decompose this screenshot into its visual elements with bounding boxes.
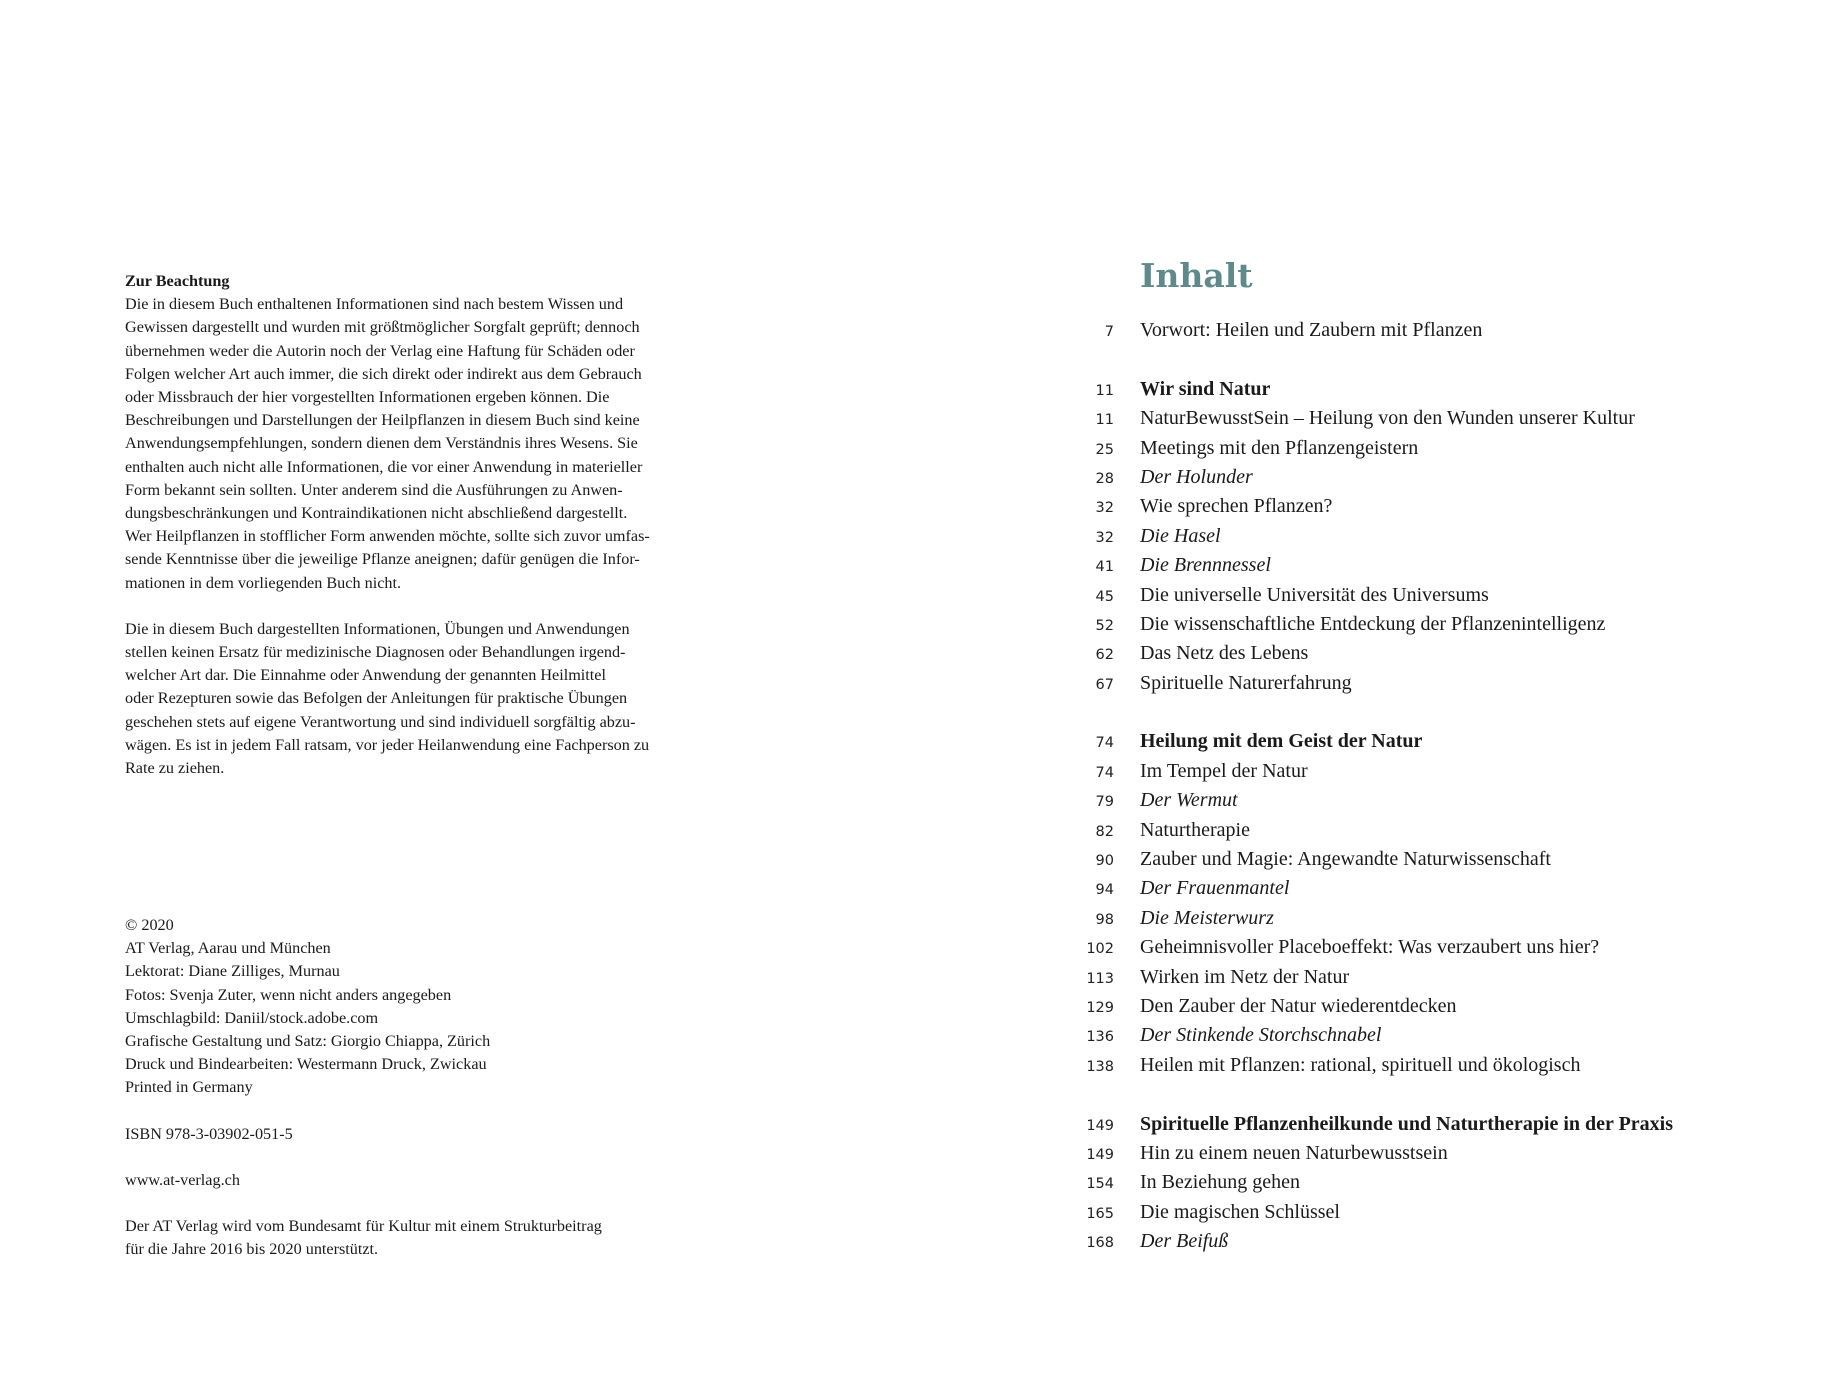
toc-page-number: 79 — [1095, 794, 1114, 811]
text-line: oder Rezepturen sowie das Befolgen der Anleitungen für praktische Übungen — [125, 689, 628, 708]
toc-entry — [1082, 463, 1802, 492]
text-line: Form bekannt sein sollten. Unter anderem sind die Ausführungen zu Anwen- — [125, 480, 623, 499]
text-line: Rate zu ziehen. — [125, 759, 225, 778]
toc-page-number: 32 — [1095, 529, 1114, 546]
toc-page-number: 62 — [1095, 647, 1114, 664]
toc-entry — [1082, 492, 1802, 521]
toc-entry-label: Heilen mit Pflanzen: rational, spirituell und ökologisch — [1140, 1053, 1581, 1076]
toc-plant-portrait: Der Stinkende Storchschnabel — [1140, 1024, 1382, 1047]
toc-plant-portrait: Die Brennnessel — [1140, 554, 1271, 577]
toc-entry — [1082, 904, 1802, 933]
toc-chapter-heading: Heilung mit dem Geist der Natur — [1140, 730, 1423, 753]
text-line: geschehen stets auf eigene Verantwortung und sind individuell sorgfältig abzu- — [125, 712, 636, 731]
toc-page-number: 149 — [1086, 1117, 1114, 1134]
text-line: wägen. Es ist in jedem Fall ratsam, vor jeder Heilanwendung eine Fachperson zu — [125, 735, 650, 754]
toc-entry — [1082, 610, 1802, 639]
toc-entry-label: Das Netz des Lebens — [1140, 642, 1309, 665]
toc-page-number: 52 — [1095, 617, 1114, 634]
toc-chapter-heading: Spirituelle Pflanzenheilkunde und Naturtherapie in der Praxis — [1140, 1112, 1673, 1135]
toc-entry-label: Hin zu einem neuen Naturbewusstsein — [1140, 1141, 1448, 1164]
toc-title: Inhalt — [1140, 256, 1253, 295]
toc-page-number: 129 — [1086, 999, 1114, 1016]
toc-entry — [1082, 1110, 1802, 1139]
text-line: übernehmen weder die Autorin noch der Verlag eine Haftung für Schäden oder — [125, 341, 635, 360]
toc-entry-label: Im Tempel der Natur — [1140, 759, 1308, 782]
text-line: Printed in Germany — [125, 1078, 253, 1097]
toc-entry — [1082, 727, 1802, 756]
toc-entry — [1082, 757, 1802, 786]
toc-page-number: 11 — [1095, 382, 1114, 399]
toc-entry — [1082, 551, 1802, 580]
toc-plant-portrait: Der Frauenmantel — [1140, 877, 1290, 900]
text-line: für die Jahre 2016 bis 2020 unterstützt. — [125, 1240, 379, 1259]
text-line: Grafische Gestaltung und Satz: Giorgio Chiappa, Zürich — [125, 1032, 491, 1051]
toc-entry-label: Geheimnisvoller Placeboeffekt: Was verzaubert uns hier? — [1140, 936, 1600, 959]
toc-entry — [1082, 1227, 1802, 1256]
toc-page-number: 94 — [1095, 882, 1114, 899]
text-line: Anwendungsempfehlungen, sondern dienen dem Verständnis ihres Wesens. Sie — [125, 434, 638, 453]
toc-page-number: 45 — [1095, 588, 1114, 605]
toc-page-number: 25 — [1095, 441, 1114, 458]
toc-page-number: 28 — [1095, 470, 1114, 487]
text-line: Beschreibungen und Darstellungen der Heilpflanzen in diesem Buch sind keine — [125, 411, 640, 430]
toc-entry-label: Naturtherapie — [1140, 818, 1250, 841]
imprint-credits — [125, 914, 745, 1100]
isbn: ISBN 978-3-03902-051-5 — [125, 1124, 293, 1143]
toc-entry — [1082, 992, 1802, 1021]
text-line: stellen keinen Ersatz für medizinische Diagnosen oder Behandlungen irgend- — [125, 643, 626, 662]
toc-page-number: 82 — [1095, 823, 1114, 840]
toc-page-number: 32 — [1095, 500, 1114, 517]
toc-entry — [1082, 1139, 1802, 1168]
toc-entry — [1082, 845, 1802, 874]
toc-page-number: 98 — [1095, 911, 1114, 928]
toc-entry-label: Die wissenschaftliche Entdeckung der Pflanzenintelligenz — [1140, 612, 1606, 635]
toc-entry-label: Wirken im Netz der Natur — [1140, 965, 1350, 988]
toc-page-number: 74 — [1095, 735, 1114, 752]
text-line: Lektorat: Diane Zilliges, Murnau — [125, 962, 340, 981]
toc-entry — [1082, 581, 1802, 610]
toc-page-number: 165 — [1086, 1205, 1114, 1222]
text-line: welcher Art dar. Die Einnahme oder Anwendung der genannten Heilmittel — [125, 666, 606, 685]
text-line: Fotos: Svenja Zuter, wenn nicht anders angegeben — [125, 985, 452, 1004]
text-line: sende Kenntnisse über die jeweilige Pflanze aneignen; dafür genügen die Infor- — [125, 550, 640, 569]
toc-entry-label: Vorwort: Heilen und Zaubern mit Pflanzen — [1140, 319, 1483, 341]
toc-entry-label: Die magischen Schlüssel — [1140, 1200, 1340, 1223]
toc-page-number: 154 — [1086, 1176, 1114, 1193]
toc-entry-label: Zauber und Magie: Angewandte Naturwissenschaft — [1140, 848, 1551, 871]
text-line: Wer Heilpflanzen in stofflicher Form anwenden möchte, sollte sich zuvor umfas- — [125, 527, 650, 546]
text-line: AT Verlag, Aarau und München — [125, 939, 331, 958]
funding-note — [125, 1215, 745, 1261]
toc-entry — [1082, 933, 1802, 962]
toc-chapter-heading: Wir sind Natur — [1140, 377, 1271, 400]
notice-paragraph-1 — [125, 293, 745, 595]
text-line: Die in diesem Buch dargestellten Informationen, Übungen und Anwendungen — [125, 619, 630, 638]
publisher-website: www.at-verlag.ch — [125, 1170, 240, 1189]
toc-entry-label: Die universelle Universität des Universums — [1140, 583, 1489, 606]
toc-page-number: 138 — [1086, 1058, 1114, 1075]
text-line: dungsbeschränkungen und Kontraindikationen nicht abschließend dargestellt. — [125, 504, 628, 523]
toc-plant-portrait: Der Beifuß — [1140, 1230, 1229, 1253]
text-line: enthalten auch nicht alle Informationen, die vor einer Anwendung in materieller — [125, 457, 643, 476]
toc-plant-portrait: Die Meisterwurz — [1140, 906, 1274, 929]
toc-entry — [1082, 1051, 1802, 1080]
toc-entry — [1082, 1198, 1802, 1227]
toc-entry-label: Wie sprechen Pflanzen? — [1140, 495, 1333, 518]
toc-entry — [1082, 434, 1802, 463]
toc-entry — [1082, 1021, 1802, 1050]
toc-entry — [1082, 1168, 1802, 1197]
notice-heading: Zur Beachtung — [125, 272, 230, 290]
toc-page-number: 11 — [1095, 412, 1114, 429]
toc-page-number: 113 — [1086, 970, 1114, 987]
toc-page-number: 7 — [1104, 324, 1114, 340]
toc-entry — [1082, 316, 1802, 345]
text-line: Umschlagbild: Daniil/stock.adobe.com — [125, 1008, 379, 1027]
toc-entry — [1082, 669, 1802, 698]
toc-entry — [1082, 375, 1802, 404]
text-line: © 2020 — [125, 916, 174, 934]
toc-page-number: 149 — [1086, 1146, 1114, 1163]
toc-entry — [1082, 816, 1802, 845]
text-line: oder Missbrauch der hier vorgestellten Informationen ergeben können. Die — [125, 388, 610, 407]
toc-plant-portrait: Der Wermut — [1140, 789, 1238, 812]
text-line: mationen in dem vorliegenden Buch nicht. — [125, 573, 402, 592]
toc-page-number: 168 — [1086, 1235, 1114, 1252]
toc-entry-label: Den Zauber der Natur wiederentdecken — [1140, 994, 1457, 1017]
toc-page-number: 136 — [1086, 1029, 1114, 1046]
toc-entry — [1082, 404, 1802, 433]
imprint — [125, 914, 745, 1261]
toc-entry — [1082, 874, 1802, 903]
toc-page-number: 102 — [1086, 941, 1114, 958]
toc-plant-portrait: Die Hasel — [1140, 524, 1221, 547]
toc-entry-label: NaturBewusstSein – Heilung von den Wunden unserer Kultur — [1140, 407, 1635, 430]
text-line: Druck und Bindearbeiten: Westermann Druck, Zwickau — [125, 1055, 487, 1074]
toc-entry-label: Meetings mit den Pflanzengeistern — [1140, 436, 1419, 459]
text-line: Folgen welcher Art auch immer, die sich direkt oder indirekt aus dem Gebrauch — [125, 364, 642, 383]
toc-page-number: 74 — [1095, 764, 1114, 781]
table-of-contents — [1082, 256, 1802, 1257]
toc-page-number: 90 — [1095, 853, 1114, 870]
toc-entry — [1082, 522, 1802, 551]
toc-plant-portrait: Der Holunder — [1140, 465, 1253, 488]
notice-paragraph-2 — [125, 618, 745, 780]
text-line: Der AT Verlag wird vom Bundesamt für Kultur mit einem Strukturbeitrag — [125, 1217, 602, 1236]
toc-entry — [1082, 786, 1802, 815]
toc-entry — [1082, 639, 1802, 668]
toc-entry — [1082, 963, 1802, 992]
disclaimer-notice — [125, 270, 745, 780]
toc-page-number: 67 — [1095, 676, 1114, 693]
toc-list — [1082, 316, 1802, 1257]
toc-page-number: 41 — [1095, 559, 1114, 576]
toc-entry-label: Spirituelle Naturerfahrung — [1140, 671, 1352, 694]
text-line: Gewissen dargestellt und wurden mit größtmöglicher Sorgfalt geprüft; dennoch — [125, 318, 640, 337]
toc-entry-label: In Beziehung gehen — [1140, 1171, 1300, 1194]
text-line: Die in diesem Buch enthaltenen Informationen sind nach bestem Wissen und — [125, 295, 624, 314]
